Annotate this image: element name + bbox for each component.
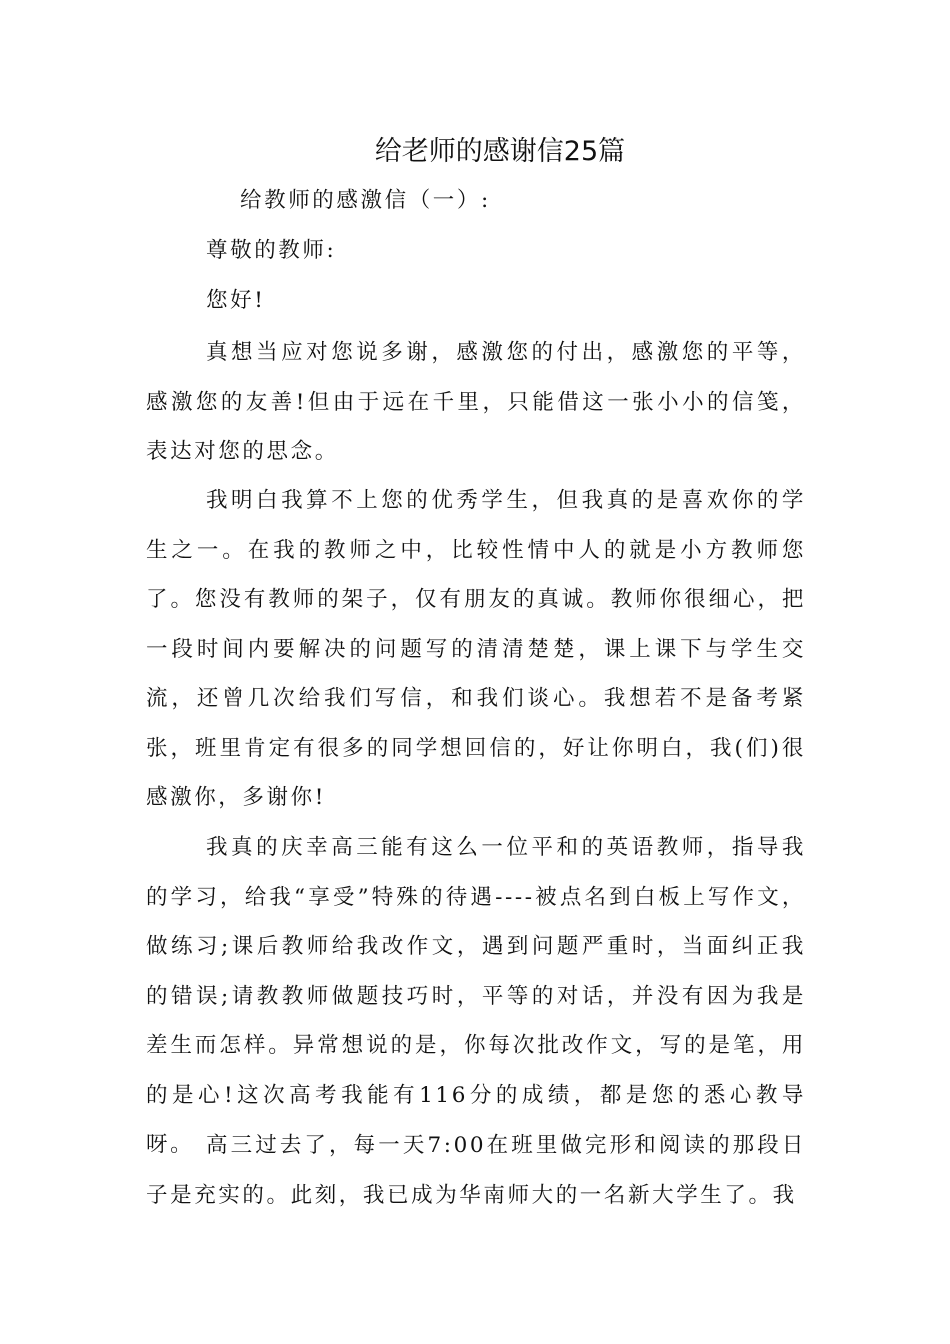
paragraph-2: 我明白我算不上您的优秀学生，但我真的是喜欢你的学生之一。在我的教师之中，比较性情中人的就是小方教师您了。您没有教师的架子，仅有朋友的真诚。教师你很细心，把一段时间内要解决的问题写的清清楚楚，课上课下与学生交流，还曾几次给我们写信，和我们谈心。我想若不是备考紧张，班里肯定有很多的同学想回信的，好让你明白，我(们)很感激你，多谢你!: [146, 488, 806, 810]
letter-salutation: 尊敬的教师:: [206, 238, 337, 263]
letter-greeting: 您好!: [206, 288, 266, 313]
paragraph-1: 真想当应对您说多谢，感激您的付出，感激您的平等，感激您的友善!但由于远在千里，只能借这一张小小的信笺，表达对您的思念。: [146, 340, 806, 464]
paragraph-4: 高三过去了，每一天7:00在班里做完形和阅读的那段日子是充实的。此刻，我已成为华南师大的一名新大学生了。我: [146, 1133, 806, 1208]
paragraph-3: 我真的庆幸高三能有这么一位平和的英语教师，指导我的学习，给我“享受”特殊的待遇----被点名到白板上写作文，做练习;课后教师给我改作文，遇到问题严重时，当面纠正我的错误;请教教师做题技巧时，平等的对话，并没有因为我是差生而怎样。异常想说的是，你每次批改作文，写的是笔，用的是心!这次高考我能有116分的成绩，都是您的悉心教导呀。: [146, 835, 806, 1157]
letter-subheading: 给教师的感激信（一）:: [240, 188, 491, 213]
document-title: 给老师的感谢信25篇: [374, 136, 626, 167]
